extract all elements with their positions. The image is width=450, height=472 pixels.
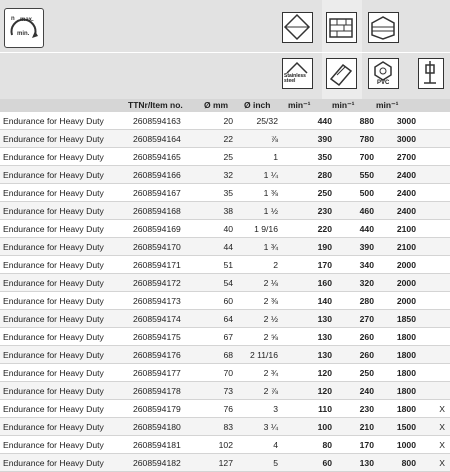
cell-v1: 140 — [282, 292, 336, 310]
cell-name: Endurance for Heavy Duty — [0, 220, 125, 238]
cell-item: 2608594166 — [125, 166, 193, 184]
cell-v3: 1500 — [378, 418, 424, 436]
cell-v3: 2400 — [378, 166, 424, 184]
cell-x: X — [424, 400, 450, 418]
cell-v2: 270 — [336, 310, 378, 328]
cell-item: 2608594182 — [125, 454, 193, 472]
table-row — [0, 436, 450, 454]
cell-v3: 2100 — [378, 238, 424, 256]
cell-inch: 2 11/16 — [233, 346, 282, 364]
cell-v3: 2000 — [378, 274, 424, 292]
cell-item: 2608594171 — [125, 256, 193, 274]
table-row — [0, 310, 450, 328]
cell-v3: 2000 — [378, 292, 424, 310]
cell-v1: 280 — [282, 166, 336, 184]
cell-v2: 340 — [336, 256, 378, 274]
cell-item: 2608594167 — [125, 184, 193, 202]
table-row — [0, 292, 450, 310]
cell-v1: 80 — [282, 436, 336, 454]
table-row — [0, 148, 450, 166]
cell-inch: ⅞ — [233, 130, 282, 148]
table-row — [0, 112, 450, 130]
cell-v2: 390 — [336, 238, 378, 256]
cell-v2: 460 — [336, 202, 378, 220]
cell-v2: 280 — [336, 292, 378, 310]
cell-v2: 260 — [336, 346, 378, 364]
cell-name: Endurance for Heavy Duty — [0, 238, 125, 256]
cell-name: Endurance for Heavy Duty — [0, 454, 125, 472]
cell-v2: 240 — [336, 382, 378, 400]
cell-name: Endurance for Heavy Duty — [0, 364, 125, 382]
cell-mm: 68 — [193, 346, 233, 364]
table-row — [0, 400, 450, 418]
table-row — [0, 184, 450, 202]
cell-mm: 35 — [193, 184, 233, 202]
cell-x — [424, 112, 450, 130]
cell-v3: 1800 — [378, 328, 424, 346]
table-row — [0, 166, 450, 184]
cell-v2: 880 — [336, 112, 378, 130]
cell-name: Endurance for Heavy Duty — [0, 112, 125, 130]
cell-x — [424, 346, 450, 364]
cell-inch: 1 ½ — [233, 202, 282, 220]
cell-v3: 2400 — [378, 202, 424, 220]
table-row — [0, 238, 450, 256]
table-row — [0, 328, 450, 346]
cell-mm: 70 — [193, 364, 233, 382]
cell-inch: 1 ¾ — [233, 238, 282, 256]
col-rpm-3: min⁻¹ — [376, 100, 399, 110]
cell-v2: 440 — [336, 220, 378, 238]
cell-x — [424, 238, 450, 256]
cell-item: 2608594181 — [125, 436, 193, 454]
cell-v3: 1850 — [378, 310, 424, 328]
cell-item: 2608594163 — [125, 112, 193, 130]
cell-inch: 2 ¾ — [233, 364, 282, 382]
cell-inch: 1 — [233, 148, 282, 166]
cell-v1: 440 — [282, 112, 336, 130]
cell-mm: 54 — [193, 274, 233, 292]
cell-v3: 2000 — [378, 256, 424, 274]
cell-item: 2608594168 — [125, 202, 193, 220]
cell-name: Endurance for Heavy Duty — [0, 436, 125, 454]
pvc-label: PVC — [377, 80, 390, 86]
cell-mm: 51 — [193, 256, 233, 274]
min-label: min. — [17, 31, 30, 37]
cell-name: Endurance for Heavy Duty — [0, 346, 125, 364]
cell-x — [424, 364, 450, 382]
cell-x: X — [424, 454, 450, 472]
cell-item: 2608594174 — [125, 310, 193, 328]
cell-name: Endurance for Heavy Duty — [0, 418, 125, 436]
cell-mm: 38 — [193, 202, 233, 220]
cell-name: Endurance for Heavy Duty — [0, 184, 125, 202]
cell-v2: 230 — [336, 400, 378, 418]
cell-v1: 350 — [282, 148, 336, 166]
cell-x: X — [424, 418, 450, 436]
cell-name: Endurance for Heavy Duty — [0, 148, 125, 166]
cell-inch: 2 ⅛ — [233, 274, 282, 292]
cell-mm: 102 — [193, 436, 233, 454]
cell-v1: 190 — [282, 238, 336, 256]
cell-v3: 2700 — [378, 148, 424, 166]
cell-x — [424, 220, 450, 238]
cell-item: 2608594173 — [125, 292, 193, 310]
cell-mm: 76 — [193, 400, 233, 418]
cell-mm: 25 — [193, 148, 233, 166]
cell-x — [424, 292, 450, 310]
cell-inch: 3 ¼ — [233, 418, 282, 436]
cell-v1: 230 — [282, 202, 336, 220]
max-label: max. — [20, 17, 34, 23]
cell-inch: 4 — [233, 436, 282, 454]
cell-x — [424, 148, 450, 166]
cell-item: 2608594164 — [125, 130, 193, 148]
cell-v3: 1800 — [378, 382, 424, 400]
cell-name: Endurance for Heavy Duty — [0, 166, 125, 184]
cell-v2: 500 — [336, 184, 378, 202]
cell-inch: 2 — [233, 256, 282, 274]
cell-v1: 110 — [282, 400, 336, 418]
cell-v2: 170 — [336, 436, 378, 454]
cell-x — [424, 274, 450, 292]
col-mm: Ø mm — [204, 100, 229, 110]
cell-v1: 250 — [282, 184, 336, 202]
cell-mm: 67 — [193, 328, 233, 346]
stainless-steel-label: Stainless steel — [284, 73, 306, 84]
cell-item: 2608594179 — [125, 400, 193, 418]
col-rpm-1: min⁻¹ — [288, 100, 311, 110]
column-header-row — [0, 99, 450, 112]
material-brick-icon — [326, 12, 357, 43]
cell-inch: 25/32 — [233, 112, 282, 130]
cell-mm: 20 — [193, 112, 233, 130]
cell-inch: 3 — [233, 400, 282, 418]
cell-v2: 550 — [336, 166, 378, 184]
cell-x — [424, 256, 450, 274]
cell-v3: 2400 — [378, 184, 424, 202]
cell-name: Endurance for Heavy Duty — [0, 328, 125, 346]
cell-x — [424, 166, 450, 184]
cell-v1: 130 — [282, 346, 336, 364]
cell-v2: 260 — [336, 328, 378, 346]
table-row — [0, 454, 450, 472]
cell-name: Endurance for Heavy Duty — [0, 400, 125, 418]
cell-item: 2608594177 — [125, 364, 193, 382]
cell-mm: 127 — [193, 454, 233, 472]
cell-v1: 120 — [282, 364, 336, 382]
cell-v3: 1800 — [378, 364, 424, 382]
table-row — [0, 220, 450, 238]
cell-v2: 780 — [336, 130, 378, 148]
cell-mm: 22 — [193, 130, 233, 148]
cell-v1: 100 — [282, 418, 336, 436]
cell-mm: 32 — [193, 166, 233, 184]
cell-v2: 130 — [336, 454, 378, 472]
cell-x — [424, 202, 450, 220]
pvc-icon — [368, 58, 399, 89]
cell-inch: 2 ⅜ — [233, 292, 282, 310]
cell-v3: 1000 — [378, 436, 424, 454]
cell-name: Endurance for Heavy Duty — [0, 130, 125, 148]
stainless-steel-icon — [282, 58, 313, 89]
cell-mm: 83 — [193, 418, 233, 436]
cell-inch: 1 ¼ — [233, 166, 282, 184]
cell-v1: 160 — [282, 274, 336, 292]
table-row — [0, 346, 450, 364]
cell-x — [424, 184, 450, 202]
cell-x: X — [424, 436, 450, 454]
product-table — [0, 112, 450, 472]
cell-name: Endurance for Heavy Duty — [0, 310, 125, 328]
cell-v1: 390 — [282, 130, 336, 148]
cell-v1: 130 — [282, 328, 336, 346]
col-rpm-2: min⁻¹ — [332, 100, 355, 110]
cell-v2: 700 — [336, 148, 378, 166]
cell-name: Endurance for Heavy Duty — [0, 382, 125, 400]
cell-v2: 210 — [336, 418, 378, 436]
speed-range-icon — [4, 8, 44, 48]
cell-inch: 2 ½ — [233, 310, 282, 328]
cell-item: 2608594176 — [125, 346, 193, 364]
cell-name: Endurance for Heavy Duty — [0, 292, 125, 310]
cell-x — [424, 328, 450, 346]
cell-v1: 220 — [282, 220, 336, 238]
cell-x — [424, 310, 450, 328]
cell-item: 2608594170 — [125, 238, 193, 256]
table-row — [0, 202, 450, 220]
cell-v3: 2100 — [378, 220, 424, 238]
col-inch: Ø inch — [244, 100, 271, 110]
cell-mm: 64 — [193, 310, 233, 328]
cell-name: Endurance for Heavy Duty — [0, 274, 125, 292]
cell-item: 2608594165 — [125, 148, 193, 166]
table-row — [0, 364, 450, 382]
unit-label: n — [11, 16, 15, 22]
cell-v3: 3000 — [378, 130, 424, 148]
cell-inch: 2 ⅞ — [233, 382, 282, 400]
cell-x — [424, 382, 450, 400]
table-row — [0, 274, 450, 292]
cell-name: Endurance for Heavy Duty — [0, 256, 125, 274]
cell-item: 2608594180 — [125, 418, 193, 436]
cell-mm: 73 — [193, 382, 233, 400]
drill-stand-icon — [418, 58, 444, 89]
cell-inch: 5 — [233, 454, 282, 472]
cell-v2: 250 — [336, 364, 378, 382]
cell-inch: 1 ⅜ — [233, 184, 282, 202]
cell-v1: 170 — [282, 256, 336, 274]
cell-v1: 60 — [282, 454, 336, 472]
cell-mm: 60 — [193, 292, 233, 310]
cell-v3: 1800 — [378, 400, 424, 418]
cell-item: 2608594169 — [125, 220, 193, 238]
material-block-icon — [368, 12, 399, 43]
cell-v1: 120 — [282, 382, 336, 400]
cell-inch: 1 9/16 — [233, 220, 282, 238]
cell-v2: 320 — [336, 274, 378, 292]
cell-item: 2608594172 — [125, 274, 193, 292]
cell-name: Endurance for Heavy Duty — [0, 202, 125, 220]
table-row — [0, 130, 450, 148]
cell-mm: 44 — [193, 238, 233, 256]
cell-v1: 130 — [282, 310, 336, 328]
cell-v3: 1800 — [378, 346, 424, 364]
cell-inch: 2 ⅝ — [233, 328, 282, 346]
header-divider — [0, 52, 450, 53]
wood-icon — [326, 58, 357, 89]
col-item: TTNr/Item no. — [128, 100, 183, 110]
cell-x — [424, 130, 450, 148]
cell-mm: 40 — [193, 220, 233, 238]
cell-item: 2608594175 — [125, 328, 193, 346]
cell-v3: 800 — [378, 454, 424, 472]
table-row — [0, 418, 450, 436]
material-sheet-icon — [282, 12, 313, 43]
cell-item: 2608594178 — [125, 382, 193, 400]
table-row — [0, 382, 450, 400]
table-row — [0, 256, 450, 274]
cell-v3: 3000 — [378, 112, 424, 130]
header-band — [0, 0, 450, 99]
